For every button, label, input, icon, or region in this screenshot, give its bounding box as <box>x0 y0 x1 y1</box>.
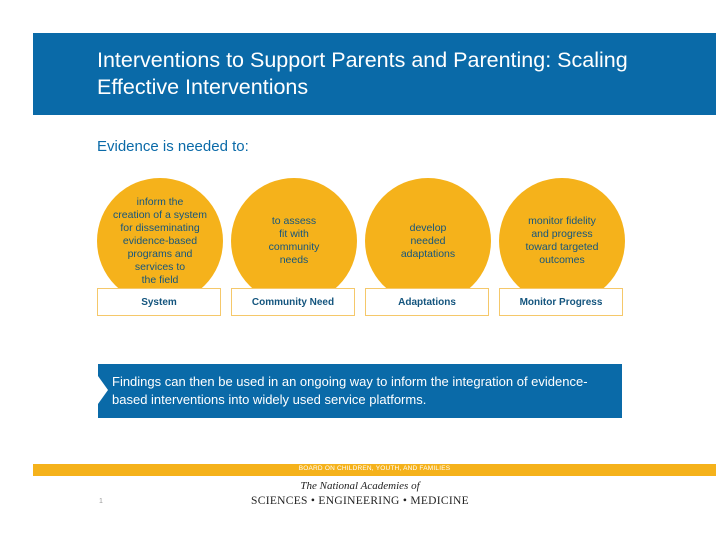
footer-bar <box>33 464 716 476</box>
findings-text: Findings can then be used in an ongoing way to inform the integration of evidence-based interventions into widely used service platforms. <box>112 374 588 407</box>
label-monitor-progress: Monitor Progress <box>499 288 623 316</box>
circle-monitor-progress <box>499 178 625 304</box>
title-bar <box>33 33 716 115</box>
label-adaptations: Adaptations <box>365 288 489 316</box>
page-number: 1 <box>99 498 103 505</box>
circle-text-system: inform the creation of a system for disseminating evidence-based programs and services to the field <box>113 195 207 286</box>
circle-text-monitor-progress: monitor fidelity and progress toward targeted outcomes <box>525 215 599 266</box>
circle-community-need <box>231 178 357 304</box>
arrow-notch-icon <box>98 376 108 404</box>
circle-text-community-need: to assess fit with community needs <box>268 215 320 266</box>
label-community-need: Community Need <box>231 288 355 316</box>
circle-adaptations <box>365 178 491 304</box>
findings-box <box>98 364 622 418</box>
page-title: Interventions to Support Parents and Parenting: Scaling Effective Interventions <box>97 48 628 99</box>
board-name: BOARD ON CHILDREN, YOUTH, AND FAMILIES <box>298 465 451 472</box>
label-system: System <box>97 288 221 316</box>
circle-text-adaptations: develop needed adaptations <box>400 221 456 260</box>
academies-logo-line1: The National Academies of <box>300 480 420 492</box>
intro-text: Evidence is needed to: <box>97 138 249 155</box>
academies-logo-line2: SCIENCES • ENGINEERING • MEDICINE <box>251 495 469 507</box>
circle-system <box>97 178 223 304</box>
